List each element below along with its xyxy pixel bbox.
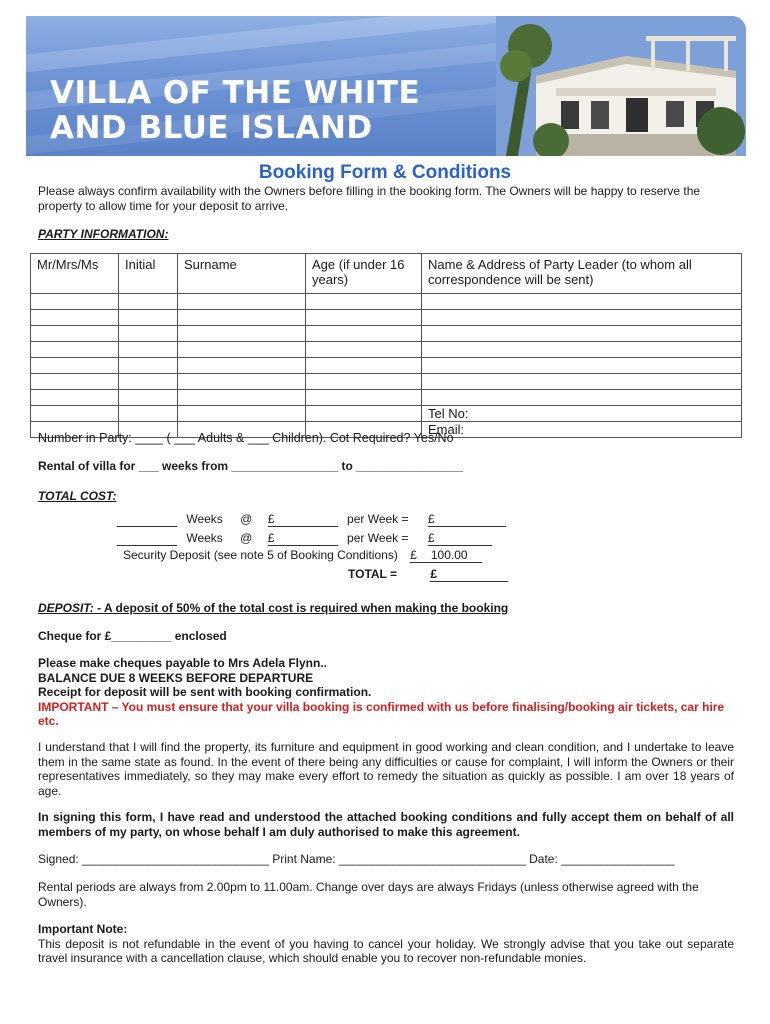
important-note-label: Important Note: bbox=[38, 922, 128, 936]
header-title: Mr/Mrs/Ms bbox=[31, 254, 119, 294]
header-initial: Initial bbox=[119, 254, 178, 294]
table-cell[interactable] bbox=[31, 310, 119, 326]
table-row[interactable] bbox=[31, 294, 742, 310]
important-warning: IMPORTANT – You must ensure that your villa booking is confirmed with us before finalising/booking air tickets, car hire etc. bbox=[38, 699, 725, 728]
villa-title-line1: VILLA OF THE WHITE bbox=[50, 75, 421, 111]
deposit-label: DEPOSIT: bbox=[38, 601, 94, 615]
weeks-blank-1[interactable] bbox=[117, 513, 177, 527]
understand-paragraph: I understand that I will find the property, its furniture and equipment in good working and clean condition, and I undertake to leave them in the same state as found. In the event of there being any difficulties or cause for complaint, I will inform the Owners or their representatives immediately, so they may make every effort to remedy the situation as quickly as possible. I am over 18 years of age. bbox=[38, 740, 734, 798]
table-cell[interactable] bbox=[31, 390, 119, 406]
table-cell[interactable] bbox=[178, 406, 306, 422]
table-cell[interactable] bbox=[31, 294, 119, 310]
deposit-text: - A deposit of 50% of the total cost is required when making the booking bbox=[93, 601, 509, 615]
email-cell[interactable] bbox=[422, 422, 742, 438]
pound-sign: £ bbox=[430, 567, 438, 581]
table-cell[interactable] bbox=[119, 406, 178, 422]
table-cell[interactable] bbox=[306, 342, 422, 358]
rate-field-1[interactable] bbox=[268, 512, 338, 527]
tel-cell[interactable] bbox=[422, 406, 742, 422]
security-deposit-row bbox=[123, 548, 482, 563]
header-age: Age (if under 16 years) bbox=[306, 254, 422, 294]
intro-text: Please always confirm availability with the Owners before filling in the booking form. The Owners will be happy to reserve the property to allow time for your deposit to arrive. bbox=[38, 184, 701, 213]
weeks-label: Weeks bbox=[186, 531, 223, 545]
table-cell[interactable] bbox=[119, 342, 178, 358]
signature-line[interactable]: Signed: ____________________________ Print Name: ____________________________ Date: _________________ bbox=[38, 852, 675, 866]
receipt-note: Receipt for deposit will be sent with booking confirmation. bbox=[38, 685, 372, 699]
table-cell[interactable] bbox=[306, 374, 422, 390]
tel-label: Tel No: bbox=[428, 406, 469, 421]
payable-to: Please make cheques payable to Mrs Adela Flynn.. bbox=[38, 656, 328, 670]
weeks-label: Weeks bbox=[186, 512, 223, 526]
table-cell[interactable] bbox=[119, 326, 178, 342]
pound-sign: £ bbox=[427, 531, 435, 545]
table-cell[interactable] bbox=[178, 374, 306, 390]
table-cell[interactable] bbox=[178, 310, 306, 326]
table-cell[interactable] bbox=[306, 358, 422, 374]
table-cell[interactable] bbox=[178, 390, 306, 406]
important-note-text: This deposit is not refundable in the event of you having to cancel your holiday. We strongly advise that you take out separate travel insurance with a cancellation clause, which should enable you to recover non-refundable monies. bbox=[38, 936, 734, 965]
security-amount: 100.00 bbox=[430, 548, 468, 562]
table-cell[interactable] bbox=[31, 342, 119, 358]
table-row[interactable] bbox=[31, 390, 742, 406]
pound-sign: £ bbox=[267, 531, 275, 545]
cheque-line[interactable]: Cheque for £_________ enclosed bbox=[38, 629, 227, 643]
weeks-blank-2[interactable] bbox=[117, 532, 177, 546]
total-label: TOTAL = bbox=[348, 567, 398, 581]
villa-photo bbox=[496, 16, 746, 156]
table-cell[interactable] bbox=[119, 374, 178, 390]
header-banner bbox=[26, 16, 746, 156]
table-cell[interactable] bbox=[119, 390, 178, 406]
security-deposit-label: Security Deposit (see note 5 of Booking Conditions) bbox=[123, 548, 398, 562]
balance-due: BALANCE DUE 8 WEEKS BEFORE DEPARTURE bbox=[38, 670, 314, 685]
table-cell[interactable] bbox=[31, 358, 119, 374]
table-cell[interactable] bbox=[119, 294, 178, 310]
table-row[interactable] bbox=[31, 406, 742, 422]
table-cell[interactable] bbox=[31, 326, 119, 342]
table-cell[interactable] bbox=[178, 294, 306, 310]
villa-title bbox=[50, 76, 420, 146]
table-cell[interactable] bbox=[422, 374, 742, 390]
deposit-line bbox=[38, 601, 508, 615]
table-cell[interactable] bbox=[31, 374, 119, 390]
table-cell[interactable] bbox=[306, 406, 422, 422]
table-cell[interactable] bbox=[422, 342, 742, 358]
table-cell[interactable] bbox=[178, 342, 306, 358]
table-cell[interactable] bbox=[306, 390, 422, 406]
form-heading: Booking Form & Conditions bbox=[258, 162, 512, 183]
rate-field-2[interactable] bbox=[268, 531, 338, 546]
amount-field-1[interactable] bbox=[428, 512, 506, 527]
table-cell[interactable] bbox=[422, 390, 742, 406]
table-cell[interactable] bbox=[306, 310, 422, 326]
table-row[interactable] bbox=[31, 342, 742, 358]
total-cost-label: TOTAL COST: bbox=[38, 489, 117, 503]
rental-weeks-line[interactable]: Rental of villa for ___ weeks from ________________ to ________________ bbox=[38, 459, 463, 473]
cost-row-1 bbox=[117, 512, 506, 527]
pound-sign: £ bbox=[410, 548, 417, 562]
pound-sign: £ bbox=[427, 512, 435, 526]
cost-row-2 bbox=[117, 531, 492, 546]
total-amount-field[interactable] bbox=[430, 567, 508, 582]
amount-field-2[interactable] bbox=[428, 531, 492, 546]
header-surname: Surname bbox=[178, 254, 306, 294]
table-cell[interactable] bbox=[306, 294, 422, 310]
email-label: Email: bbox=[428, 422, 465, 437]
table-row[interactable] bbox=[31, 326, 742, 342]
table-cell[interactable] bbox=[422, 326, 742, 342]
table-cell[interactable] bbox=[422, 294, 742, 310]
table-cell[interactable] bbox=[422, 358, 742, 374]
table-cell[interactable] bbox=[306, 326, 422, 342]
number-in-party-line[interactable]: Number in Party: ____ ( ___ Adults & ___ Children). Cot Required? Yes/No bbox=[38, 431, 454, 445]
pound-sign: £ bbox=[267, 512, 275, 526]
table-cell[interactable] bbox=[422, 310, 742, 326]
table-row[interactable] bbox=[31, 310, 742, 326]
party-table bbox=[30, 253, 742, 438]
header-party-leader: Name & Address of Party Leader (to whom all correspondence will be sent) bbox=[422, 254, 742, 294]
table-cell[interactable] bbox=[31, 406, 119, 422]
party-table-header bbox=[31, 254, 742, 294]
total-row bbox=[348, 567, 508, 582]
payment-block bbox=[38, 656, 738, 729]
table-cell[interactable] bbox=[178, 358, 306, 374]
per-week-label: per Week = bbox=[347, 512, 409, 526]
villa-title-line2: AND BLUE ISLAND bbox=[50, 110, 373, 146]
at-symbol: @ bbox=[240, 531, 253, 545]
important-note bbox=[38, 922, 734, 966]
table-cell[interactable] bbox=[119, 358, 178, 374]
table-cell[interactable] bbox=[119, 310, 178, 326]
at-symbol: @ bbox=[240, 512, 253, 526]
table-cell[interactable] bbox=[178, 326, 306, 342]
table-row[interactable] bbox=[31, 374, 742, 390]
per-week-label: per Week = bbox=[347, 531, 409, 545]
table-row[interactable] bbox=[31, 358, 742, 374]
party-information-label: PARTY INFORMATION: bbox=[38, 227, 169, 241]
security-amount-field bbox=[410, 548, 482, 563]
signing-paragraph: In signing this form, I have read and understood the attached booking conditions and fully accept them on behalf of all members of my party, on whose behalf I am duly authorised to make this agreement. bbox=[38, 810, 734, 839]
rental-periods: Rental periods are always from 2.00pm to 11.00am. Change over days are always Fridays (unless otherwise agreed with the Owners). bbox=[38, 880, 699, 909]
